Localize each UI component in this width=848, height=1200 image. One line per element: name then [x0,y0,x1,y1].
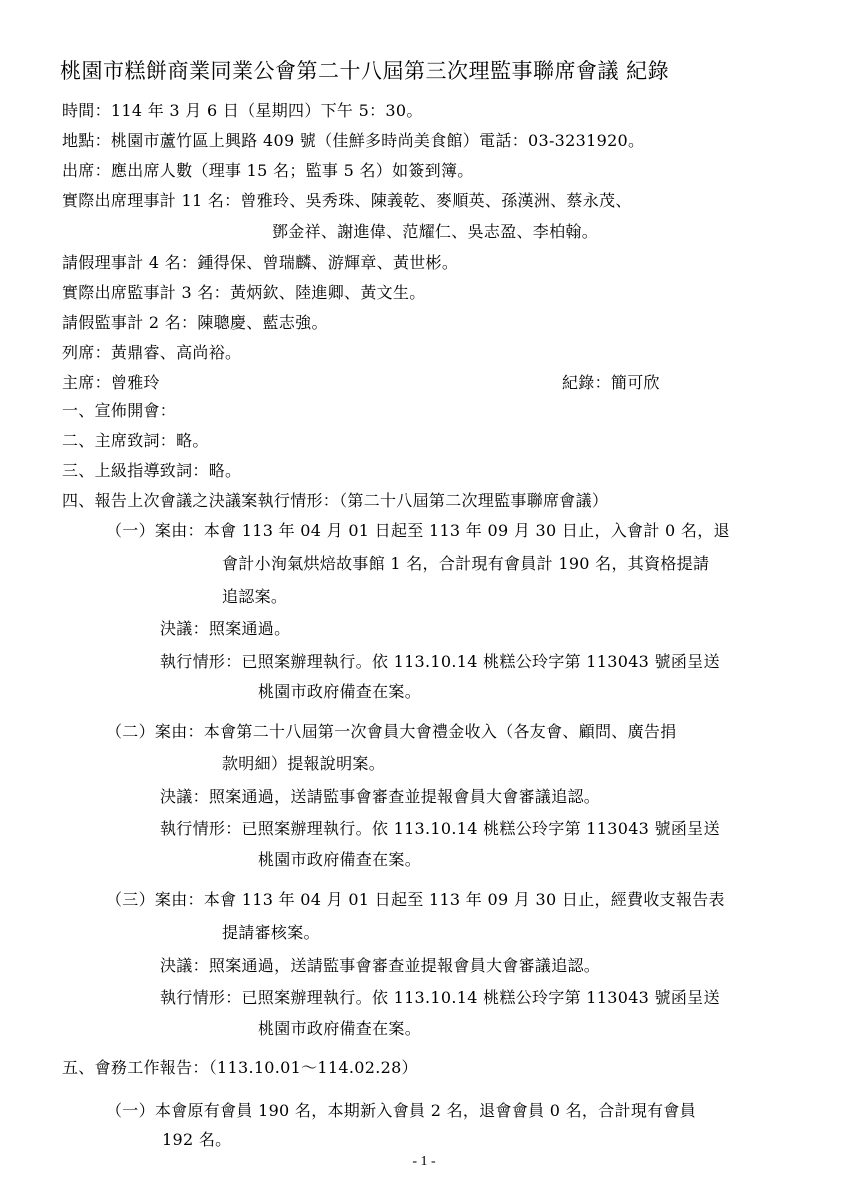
agenda-item-3: 三、上級指導致詞：略。 [62,461,242,480]
observers: 列席：黃鼎睿、高尚裕。 [62,343,242,362]
case-2-subject-line-1: （二）案由：本會第二十八屆第一次會員大會禮金收入（各友會、顧問、廣告捐 [106,722,677,741]
directors-present-line-2: 鄧金祥、謝進偉、范耀仁、吳志盈、李柏翰。 [272,222,599,241]
case-1-execution-line-2: 桃園市政府備查在案。 [258,682,422,701]
case-3-subject-line-1: （三）案由：本會 113 年 04 月 01 日起至 113 年 09 月 30 日止，經費收支報告表 [106,890,725,909]
supervisors-present: 實際出席監事計 3 名：黃炳欽、陸進卿、黃文生。 [62,283,426,302]
page-number: - 1 - [412,1154,436,1169]
document-title: 桃園市糕餅商業同業公會第二十八屆第三次理監事聯席會議 紀錄 [60,59,670,83]
agenda-item-1: 一、宣佈開會： [62,401,177,420]
case-1-subject-line-3: 追認案。 [222,587,288,606]
case-1-subject-line-1: （一）案由：本會 113 年 04 月 01 日起至 113 年 09 月 30 日止，入會計 0 名，退 [106,521,730,540]
case-2-subject-line-2: 款明細）提報說明案。 [222,754,386,773]
case-2-execution-line-1: 執行情形：已照案辦理執行。依 113.10.14 桃糕公玲字第 113043 號函呈送 [160,819,720,838]
recorder: 紀錄：簡可欣 [562,373,660,392]
case-3-resolution: 決議：照案通過，送請監事會審查並提報會員大會審議追認。 [160,956,601,975]
case-3-execution-line-1: 執行情形：已照案辦理執行。依 113.10.14 桃糕公玲字第 113043 號函呈送 [160,988,720,1007]
agenda-item-2: 二、主席致詞：略。 [62,431,209,450]
agenda-item-5: 五、會務工作報告：（113.10.01～114.02.28） [62,1058,418,1077]
item-5-sub-1-line-2: 192 名。 [162,1130,232,1149]
agenda-item-4: 四、報告上次會議之決議案執行情形：（第二十八屆第二次理監事聯席會議） [62,491,609,510]
item-5-sub-1-line-1: （一）本會原有會員 190 名，本期新入會員 2 名，退會會員 0 名，合計現有會員 [106,1101,697,1120]
chairperson: 主席：曾雅玲 [62,373,160,392]
case-2-resolution: 決議：照案通過，送請監事會審查並提報會員大會審議追認。 [160,787,601,806]
case-1-subject-line-2: 會計小洵氣烘焙故事館 1 名，合計現有會員計 190 名，其資格提請 [222,554,710,573]
meeting-place: 地點：桃園市蘆竹區上興路 409 號（佳鮮多時尚美食館）電話：03-3231920。 [62,131,645,150]
attendance-required: 出席：應出席人數（理事 15 名；監事 5 名）如簽到簿。 [62,161,474,180]
directors-on-leave: 請假理事計 4 名：鍾得保、曾瑞麟、游輝章、黃世彬。 [62,253,459,272]
case-2-execution-line-2: 桃園市政府備查在案。 [258,850,422,869]
meeting-time: 時間：114 年 3 月 6 日（星期四）下午 5：30。 [62,101,423,120]
case-3-subject-line-2: 提請審核案。 [222,923,320,942]
case-1-execution-line-1: 執行情形：已照案辦理執行。依 113.10.14 桃糕公玲字第 113043 號函呈送 [160,652,720,671]
directors-present-line-1: 實際出席理事計 11 名：曾雅玲、吳秀珠、陳義乾、麥順英、孫漢洲、蔡永茂、 [62,191,632,210]
case-3-execution-line-2: 桃園市政府備查在案。 [258,1019,422,1038]
case-1-resolution: 決議：照案通過。 [160,619,291,638]
supervisors-on-leave: 請假監事計 2 名：陳聰慶、藍志強。 [62,313,328,332]
